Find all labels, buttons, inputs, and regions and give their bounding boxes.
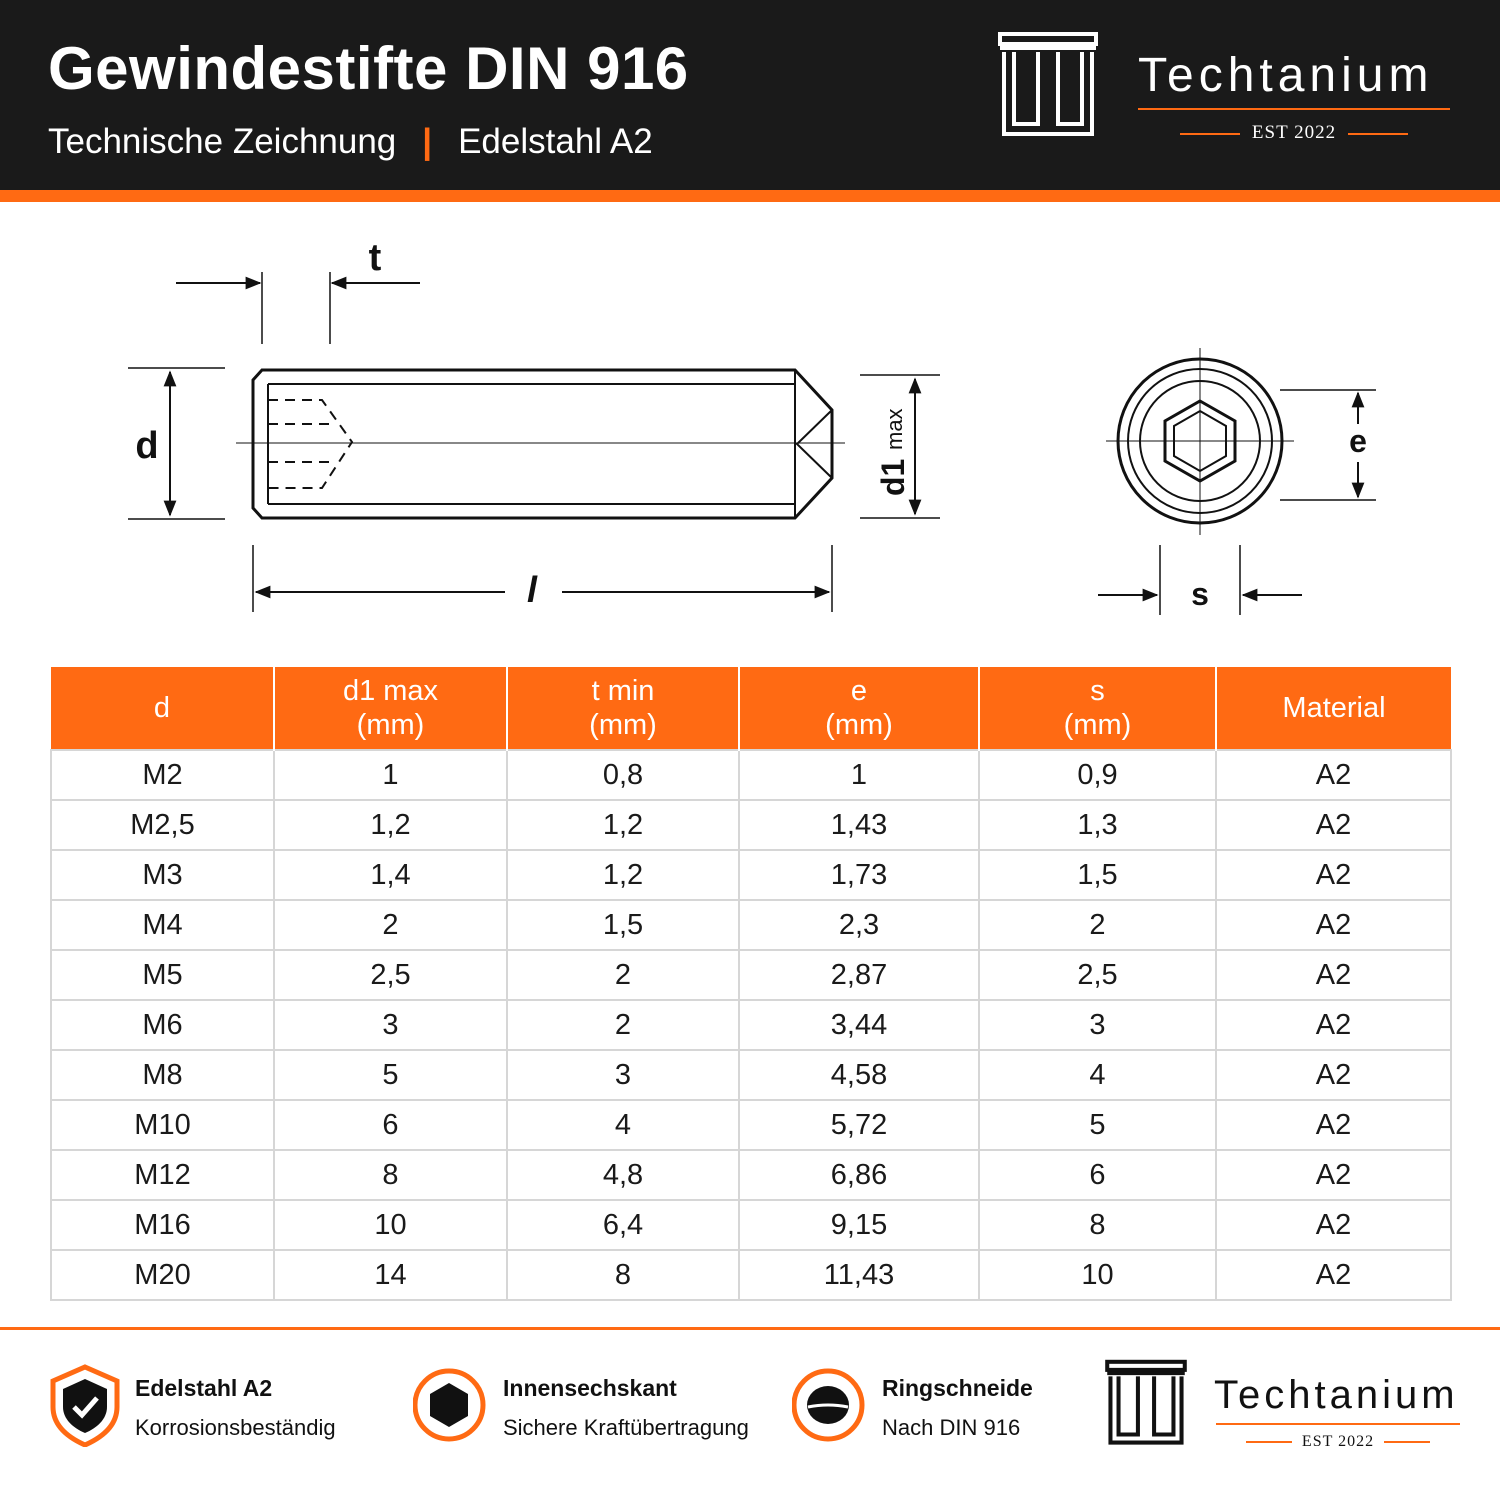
table-cell: 4 xyxy=(979,1050,1216,1100)
feature-title: Ringschneide xyxy=(882,1375,1033,1401)
table-cell: 6,4 xyxy=(507,1200,739,1250)
column-header-d: d xyxy=(51,667,274,750)
brand-name: Techtanium xyxy=(1214,1373,1459,1417)
table-cell: A2 xyxy=(1216,1250,1451,1300)
table-cell: A2 xyxy=(1216,850,1451,900)
table-cell: 4,8 xyxy=(507,1150,739,1200)
table-cell: M12 xyxy=(51,1150,274,1200)
brand-est-text: EST 2022 xyxy=(1251,122,1337,143)
table-row xyxy=(51,850,1451,900)
table-cell: A2 xyxy=(1216,1000,1451,1050)
table-cell: 1,2 xyxy=(507,800,739,850)
brand-name: Techtanium xyxy=(1138,49,1434,102)
table-cell: 2 xyxy=(274,900,507,950)
table-cell: 2 xyxy=(979,900,1216,950)
column-header-material: Material xyxy=(1216,667,1451,750)
subtitle-separator: | xyxy=(422,122,433,161)
table-cell: M5 xyxy=(51,950,274,1000)
cup-point-icon xyxy=(792,1363,872,1447)
subtitle-drawing: Technische Zeichnung xyxy=(48,122,397,161)
brand-divider xyxy=(1138,108,1450,110)
table-cell: 0,8 xyxy=(507,750,739,800)
subtitle-material: Edelstahl A2 xyxy=(458,122,653,161)
feature-title: Innensechskant xyxy=(503,1375,677,1401)
table-cell: 2 xyxy=(507,950,739,1000)
table-cell: 2,3 xyxy=(739,900,979,950)
page-subtitle xyxy=(48,122,653,162)
table-cell: 3 xyxy=(274,1000,507,1050)
table-cell: 11,43 xyxy=(739,1250,979,1300)
header-bar xyxy=(0,0,1500,190)
table-cell: 2,87 xyxy=(739,950,979,1000)
table-row xyxy=(51,1250,1451,1300)
table-cell: 1,5 xyxy=(507,900,739,950)
table-cell: 5,72 xyxy=(739,1100,979,1150)
brand-est-text: EST 2022 xyxy=(1301,1433,1375,1450)
table-cell: 3 xyxy=(507,1050,739,1100)
column-header-s: s (mm) xyxy=(979,667,1216,750)
table-cell: M10 xyxy=(51,1100,274,1150)
table-cell: 10 xyxy=(979,1250,1216,1300)
table-row xyxy=(51,950,1451,1000)
table-cell: 9,15 xyxy=(739,1200,979,1250)
table-cell: 4 xyxy=(507,1100,739,1150)
hexagon-icon xyxy=(413,1363,493,1447)
set-screw-end-view xyxy=(1106,348,1294,535)
table-cell: 8 xyxy=(979,1200,1216,1250)
table-cell: 4,58 xyxy=(739,1050,979,1100)
table-cell: 1,4 xyxy=(274,850,507,900)
brand-established xyxy=(1138,122,1450,144)
table-cell: 10 xyxy=(274,1200,507,1250)
table-cell: 1,43 xyxy=(739,800,979,850)
label-l: l xyxy=(526,569,538,610)
feature-description: Sichere Kraftübertragung xyxy=(503,1415,749,1440)
label-d1-max: max xyxy=(882,408,907,450)
table-cell: 5 xyxy=(274,1050,507,1100)
table-cell: 2,5 xyxy=(979,950,1216,1000)
table-cell: 8 xyxy=(507,1250,739,1300)
table-header-row xyxy=(51,667,1451,750)
column-header-t-min: t min (mm) xyxy=(507,667,739,750)
table-cell: M2 xyxy=(51,750,274,800)
table-cell: A2 xyxy=(1216,800,1451,850)
table-cell: M8 xyxy=(51,1050,274,1100)
table-row xyxy=(51,1050,1451,1100)
dimension-l xyxy=(253,545,832,612)
table-cell: 0,9 xyxy=(979,750,1216,800)
table-cell: 2,5 xyxy=(274,950,507,1000)
header-accent-stripe xyxy=(0,190,1500,202)
table-cell: 8 xyxy=(274,1150,507,1200)
label-s: s xyxy=(1191,576,1209,612)
table-row xyxy=(51,750,1451,800)
feature-description: Korrosionsbeständig xyxy=(135,1415,336,1440)
table-cell: 2 xyxy=(507,1000,739,1050)
feature-title: Edelstahl A2 xyxy=(135,1375,273,1401)
table-cell: A2 xyxy=(1216,1050,1451,1100)
table-cell: 1,2 xyxy=(274,800,507,850)
table-cell: M16 xyxy=(51,1200,274,1250)
table-cell: A2 xyxy=(1216,1150,1451,1200)
label-d: d xyxy=(135,425,159,467)
table-row xyxy=(51,1000,1451,1050)
technical-drawing xyxy=(0,210,1500,650)
table-cell: 1,5 xyxy=(979,850,1216,900)
table-cell: 3 xyxy=(979,1000,1216,1050)
table-row xyxy=(51,1200,1451,1250)
table-cell: M2,5 xyxy=(51,800,274,850)
table-cell: A2 xyxy=(1216,1100,1451,1150)
table-cell: M6 xyxy=(51,1000,274,1050)
table-row xyxy=(51,900,1451,950)
page-title: Gewindestifte DIN 916 xyxy=(48,35,689,102)
footer-divider xyxy=(0,1327,1500,1330)
table-cell: 6 xyxy=(979,1150,1216,1200)
table-body xyxy=(51,750,1451,1300)
column-header-e: e (mm) xyxy=(739,667,979,750)
table-cell: 3,44 xyxy=(739,1000,979,1050)
label-d1: d1 xyxy=(875,458,911,496)
table-cell: A2 xyxy=(1216,950,1451,1000)
label-t: t xyxy=(368,237,382,279)
table-row xyxy=(51,1100,1451,1150)
table-cell: 1,2 xyxy=(507,850,739,900)
brand-logo-icon xyxy=(996,30,1100,140)
label-e: e xyxy=(1349,423,1367,459)
table-cell: 6 xyxy=(274,1100,507,1150)
table-cell: 6,86 xyxy=(739,1150,979,1200)
brand-logo-header xyxy=(996,30,1466,150)
table-cell: 1 xyxy=(739,750,979,800)
set-screw-side-view xyxy=(236,370,845,518)
table-cell: 14 xyxy=(274,1250,507,1300)
brand-established xyxy=(1216,1433,1460,1451)
column-header-d1-max: d1 max (mm) xyxy=(274,667,507,750)
feature-description: Nach DIN 916 xyxy=(882,1415,1021,1440)
dimension-t xyxy=(176,272,420,344)
table-cell: 1,3 xyxy=(979,800,1216,850)
table-cell: 1,73 xyxy=(739,850,979,900)
brand-logo-footer xyxy=(1104,1355,1474,1455)
table-cell: M4 xyxy=(51,900,274,950)
spec-table xyxy=(50,667,1452,1301)
table-cell: 5 xyxy=(979,1100,1216,1150)
brand-divider xyxy=(1216,1423,1460,1425)
shield-check-icon xyxy=(45,1363,125,1447)
table-row xyxy=(51,800,1451,850)
table-cell: A2 xyxy=(1216,900,1451,950)
table-cell: M3 xyxy=(51,850,274,900)
table-cell: 1 xyxy=(274,750,507,800)
brand-logo-icon xyxy=(1104,1357,1188,1449)
table-row xyxy=(51,1150,1451,1200)
table-cell: A2 xyxy=(1216,750,1451,800)
table-cell: M20 xyxy=(51,1250,274,1300)
table-cell: A2 xyxy=(1216,1200,1451,1250)
